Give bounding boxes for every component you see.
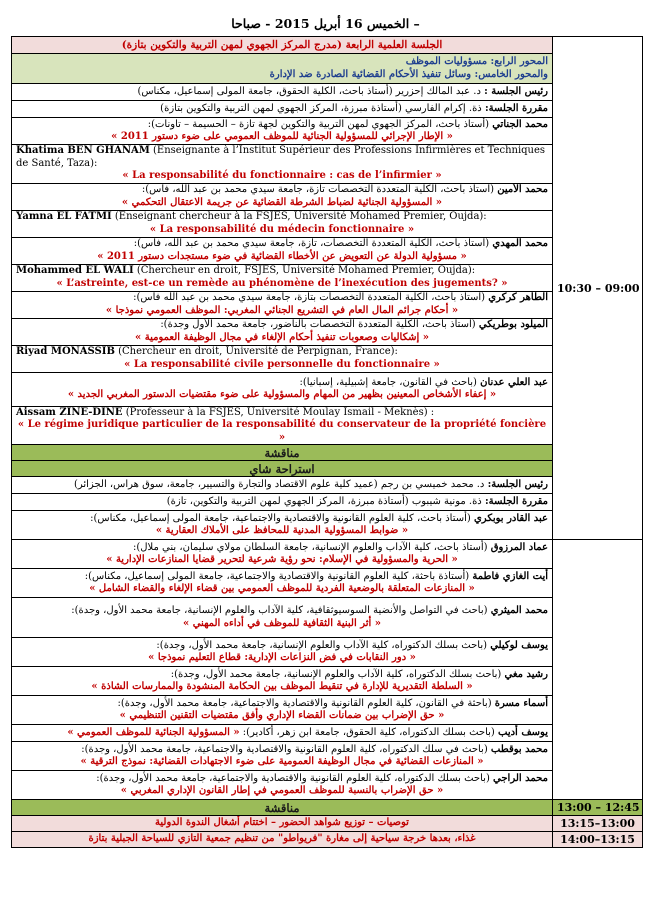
- session4-axes: [12, 54, 553, 84]
- speaker-name: محمد المهدي: [492, 238, 548, 249]
- talk-s3: [12, 569, 553, 598]
- speaker-name: أسماء مسرة: [494, 697, 548, 709]
- speaker-name: عبد القادر بوبكري: [473, 512, 548, 524]
- talk-title: « مسؤولية الدولة عن التعويض عن الأخطاء القضائية في ضوء مستجدات دستور 2011 »: [97, 250, 467, 262]
- speaker-affiliation: (أستاذ باحث، كلية الآداب والعلوم الإنسانية، جامعة السلطان مولاي سليمان، بني ملال):: [133, 541, 491, 553]
- speaker-affiliation: (Enseignante à l’Institut Supérieur des Professions Infirmières et Techniques de Santé, Taza):: [16, 145, 546, 169]
- speaker-affiliation: (باحث بسلك الدكتوراه، كلية الحقوق، جامعة ابن زهر، أكادير):: [242, 726, 498, 738]
- chair-role: رئيس الجلسة:: [487, 478, 548, 490]
- table-row: [12, 742, 643, 771]
- program-table: [11, 36, 643, 848]
- discussion2-label: مناقشة: [12, 800, 553, 816]
- talk-t1: [12, 118, 553, 145]
- session4-axes-row: [12, 54, 643, 84]
- speaker-name: محمد الجناتي: [492, 118, 548, 130]
- talk-title: « إشكاليات وصعوبات تنفيذ أحكام الإلغاء في مجال الوظيفة العمومية »: [134, 331, 430, 343]
- lunch-time: 14:00–13:15: [553, 832, 643, 848]
- speaker-affiliation: (Professeur à la FSJES, Université Moulay Ismail - Meknès) :: [122, 406, 435, 418]
- table-row: [12, 372, 643, 406]
- talk-title: « الحرية والمسؤولية في الإسلام: نحو رؤية شرعية لتحرير قضايا المنازعات الإدارية »: [106, 554, 458, 565]
- talk-title: « حق الإضراب بين ضمانات القضاء الإداري وأفق مقتضيات التقنين التنظيمي »: [119, 710, 445, 721]
- speaker-name: محمد الراجي: [493, 772, 548, 784]
- session5-rapporteur-row: [12, 494, 643, 511]
- session4-title-row: [12, 37, 643, 54]
- page-title: الخميس 16 أبريل 2015 - صباحا –: [231, 16, 420, 31]
- table-row: [12, 638, 643, 667]
- talk-title: « السلطة التقديرية للإدارة في تنقيط الموظف بين الحكامة المنشودة والممارسات الشاذة »: [91, 681, 473, 692]
- speaker-affiliation: (أستاذ باحث، الكلية المتعددة التخصصات بالناضور، جامعة محمد الأول وجدة):: [160, 319, 479, 330]
- speaker-name: أيت الغازي فاطمة: [472, 570, 548, 582]
- speaker-name: محمد الميثري: [490, 605, 548, 616]
- tea-label: استراحة شاي: [12, 461, 553, 477]
- speaker-affiliation: (باحث بسلك الدكتوراه، كلية الآداب والعلوم الإنسانية، جامعة محمد الأول، وجدة):: [156, 639, 491, 651]
- session4-chair-row: [12, 84, 643, 101]
- speaker-affiliation: (باحث بسلك الدكتوراه، كلية العلوم القانونية والاقتصادية والاجتماعية، جامعة محمد الأول، وجدة):: [96, 772, 494, 784]
- rapporteur-role: مقررة الجلسة:: [484, 495, 548, 507]
- lunch-row: [12, 832, 643, 848]
- speaker-name: عماد المرزوق: [490, 541, 548, 553]
- talk-t3: [12, 183, 553, 210]
- speaker-name: الطاهر كركري: [488, 292, 548, 303]
- talk-s1: [12, 511, 553, 540]
- talk-title: « المسؤولية الجنائية لضباط الشرطة القضائية عن جريمة الاعتقال التحكمي »: [121, 196, 443, 208]
- table-row: [12, 183, 643, 210]
- tea-row: [12, 461, 643, 477]
- discussion2-time: 13:00 – 12:45: [553, 800, 643, 816]
- talk-title: « ضوابط المسؤولية المدنية للمحافظ على الأملاك العقارية »: [155, 525, 409, 536]
- speaker-name: Riyad MONASSIB: [16, 346, 115, 357]
- talk-title: « المنازعات القضائية في مجال الوظيفة العمومية على ضوء الاجتهادات القضائية: نموذج الترقية »: [80, 756, 484, 767]
- chair-text: د. عبد المالك إحزرير (أستاذ باحث، الكلية الحقوق، جامعة المولى إسماعيل، مكناس): [137, 85, 485, 97]
- talk-t9: [12, 345, 553, 372]
- talk-s5: [12, 638, 553, 667]
- table-row: [12, 771, 643, 800]
- discussion2-row: [12, 800, 643, 816]
- speaker-name: محمد الأمين: [497, 184, 548, 195]
- discussion1-label: مناقشة: [12, 445, 553, 461]
- talk-s4: [12, 598, 553, 638]
- table-row: [12, 667, 643, 696]
- table-row: [12, 318, 643, 345]
- speaker-name: محمد بوقطب: [490, 743, 548, 755]
- speaker-name: Aissam ZINE-DINE: [16, 406, 123, 418]
- table-row: [12, 118, 643, 145]
- table-row: [12, 237, 643, 264]
- speaker-affiliation: (أستاذ باحث، الكلية المتعددة التخصصات تازة، جامعة سيدي محمد بن عبد الله، فاس):: [141, 184, 498, 195]
- talk-title: « إعفاء الأشخاص المعينين بظهير من المهام والمسؤولية على ضوء مقتضيات الدستور المغربي الجديد »: [67, 389, 497, 400]
- closing-row: [12, 816, 643, 832]
- talk-title: « La responsabilité du fonctionnaire : cas de l’infirmier »: [122, 170, 442, 181]
- session5-chair: [12, 477, 553, 494]
- talk-title: « أحكام جرائم المال العام في التشريع الجنائي المغربي: الموظف العمومي نموذجا »: [105, 304, 459, 316]
- speaker-affiliation: (باحث في التواصل والأنضية السوسيوثقافية، كلية الآداب والعلوم الإنسانية، جامعة محمد الأول، وجدة):: [71, 605, 491, 616]
- table-row: [12, 725, 643, 742]
- table-row: [12, 540, 643, 569]
- closing-label: توصيات – توزيع شواهد الحضور – اختتام أشغال الندوة الدولية: [12, 816, 553, 832]
- talk-s10: [12, 771, 553, 800]
- speaker-affiliation: (باحث في القانون، جامعة إشبيلية، إسبانيا):: [299, 376, 481, 388]
- talk-title: « دور النقابات في فض النزاعات الإدارية: قطاع التعليم نموذجا »: [148, 652, 416, 663]
- talk-title: « المنازعات المتعلقة بالوضعية الفردية للموظف العمومي بين قضاء الإلغاء والقضاء الشامل »: [89, 583, 475, 594]
- table-row: [12, 406, 643, 445]
- speaker-name: الميلود بوطريكي: [478, 319, 548, 330]
- talk-title: « L’astreinte, est-ce un remède au phénomène de l’inexécution des jugements? »: [56, 277, 508, 289]
- talk-t4: [12, 210, 553, 237]
- table-row: [12, 264, 643, 291]
- speaker-affiliation: (أستاذ باحث، كلية العلوم القانونية والاقتصادية والاجتماعية، جامعة المولى إسماعيل، مكناس):: [90, 512, 474, 524]
- session5-chair-row: [12, 477, 643, 494]
- table-row: [12, 598, 643, 638]
- speaker-affiliation: (Enseignant chercheur à la FSJES, Université Mohamed Premier, Oujda):: [111, 211, 487, 222]
- talk-t2: [12, 145, 553, 184]
- talk-title: « حق الإضراب بالنسبة للموظف العمومي في إطار القانون الإداري المغربي »: [120, 785, 444, 796]
- talk-title: « الإطار الإجرائي للمسؤولية الجنائية للموظف العمومي على ضوء دستور 2011 »: [111, 131, 453, 142]
- chair-role: رئيس الجلسة :: [484, 85, 548, 97]
- session4-title: الجلسة العلمية الرابعة (مدرج المركز الجهوي لمهن التربية والتكوين بتازة): [12, 37, 553, 54]
- session4-rapporteur: [12, 101, 553, 118]
- speaker-name: عبد العلي عدنان: [480, 376, 548, 388]
- table-row: [12, 291, 643, 318]
- talk-t7: [12, 291, 553, 318]
- closing-time: 13:15–13:00: [553, 816, 643, 832]
- speaker-name: رشيد مغي: [504, 668, 548, 680]
- speaker-affiliation: (Chercheur en droit, FSJES, Université Mohamed Premier, Oujda):: [133, 265, 476, 276]
- talk-s2: [12, 540, 553, 569]
- speaker-affiliation: (باحثة في القانون، كلية العلوم القانونية والاقتصادية والاجتماعية، جامعة محمد الأول، وجدة):: [117, 697, 495, 709]
- rapporteur-role: مقررة الجلسة:: [484, 102, 548, 114]
- talk-s7: [12, 696, 553, 725]
- speaker-name: يوسف أديب: [498, 726, 548, 738]
- speaker-name: يوسف لوكيلي: [490, 639, 548, 651]
- talk-s6: [12, 667, 553, 696]
- speaker-name: Yamna EL FATMI: [16, 211, 112, 222]
- talk-t8: [12, 318, 553, 345]
- talk-t11: [12, 406, 553, 445]
- lunch-label: غذاء، بعدها خرجة سياحية إلى مغارة "فريواطو" من تنظيم جمعية التازي للسياحة الجبلية بتازة: [12, 832, 553, 848]
- axis5-label: والمحور الخامس: وسائل تنفيذ الأحكام القضائية الصادرة ضد الإدارة: [269, 68, 548, 80]
- session5-rapporteur: [12, 494, 553, 511]
- speaker-name: Khatima BEN GHANAM: [16, 145, 150, 156]
- talk-title: « Le régime juridique particulier de la responsabilité du conservateur de la propriété foncière »: [17, 419, 547, 443]
- talk-title: « أثر البنية الثقافية للموظف في أداءه المهني »: [182, 617, 382, 629]
- session4-time: 10:30 – 09:00: [553, 37, 643, 540]
- speaker-affiliation: (أستاذ باحث، الكلية المتعددة التخصصات، تازة، جامعة سيدي محمد بن عبد الله، فاس):: [133, 238, 493, 249]
- chair-text: د. محمد خميسي بن رجم (عميد كلية علوم الاقتصاد والتجارة والتسيير، جامعة، سوق هراس، الجزائر): [73, 478, 488, 490]
- table-row: [12, 210, 643, 237]
- talk-s8: [12, 725, 553, 742]
- session4-rapporteur-row: [12, 101, 643, 118]
- speaker-affiliation: (أستاذة باحثة، كلية العلوم القانونية والاقتصادية والاجتماعية، جامعة المولى إسماعيل، مكناس):: [84, 570, 473, 582]
- speaker-affiliation: (أستاذ باحث، المركز الجهوي لمهن التربية والتكوين لجهة تازة – الحسيمة – تاونات):: [147, 118, 493, 130]
- table-row: [12, 696, 643, 725]
- talk-s9: [12, 742, 553, 771]
- talk-t6: [12, 264, 553, 291]
- speaker-name: Mohammed EL WALI: [16, 265, 134, 276]
- speaker-affiliation: (باحث بسلك الدكتوراه، كلية الآداب والعلوم الإنسانية، جامعة محمد الأول، وجدة):: [170, 668, 505, 680]
- speaker-affiliation: (باحث في سلك الدكتوراه، كلية العلوم القانونية والاقتصادية والاجتماعية، جامعة محمد الأول، وجدة):: [81, 743, 491, 755]
- rapporteur-text: ذة. مونية شيبوب (أستاذة مبرزة، المركز الجهوي لمهن التربية والتكوين، تازة): [166, 495, 485, 507]
- speaker-affiliation: (Chercheur en droit, Université de Perpignan, France):: [114, 346, 398, 357]
- axis4-label: المحور الرابع: مسؤوليات الموظف: [405, 56, 548, 67]
- table-row: [12, 145, 643, 184]
- talk-t5: [12, 237, 553, 264]
- rapporteur-text: ذة. إكرام الفارسي (أستاذة مبرزة، المركز الجهوي لمهن التربية والتكوين بتازة): [160, 102, 485, 114]
- talk-title: « المسؤولية الجنائية للموظف العمومي »: [67, 726, 240, 738]
- session4-chair: [12, 84, 553, 101]
- speaker-affiliation: (أستاذ باحث، الكلية المتعددة التخصصات بتازة، جامعة سيدي محمد بن عبد الله فاس):: [133, 292, 489, 303]
- talk-title: « La responsabilité civile personnelle du fonctionnaire »: [124, 358, 440, 370]
- talk-t10: [12, 372, 553, 406]
- table-row: [12, 345, 643, 372]
- talk-title: « La responsabilité du médecin fonctionnaire »: [149, 223, 415, 235]
- table-row: [12, 569, 643, 598]
- discussion1-row: [12, 445, 643, 461]
- table-row: [12, 511, 643, 540]
